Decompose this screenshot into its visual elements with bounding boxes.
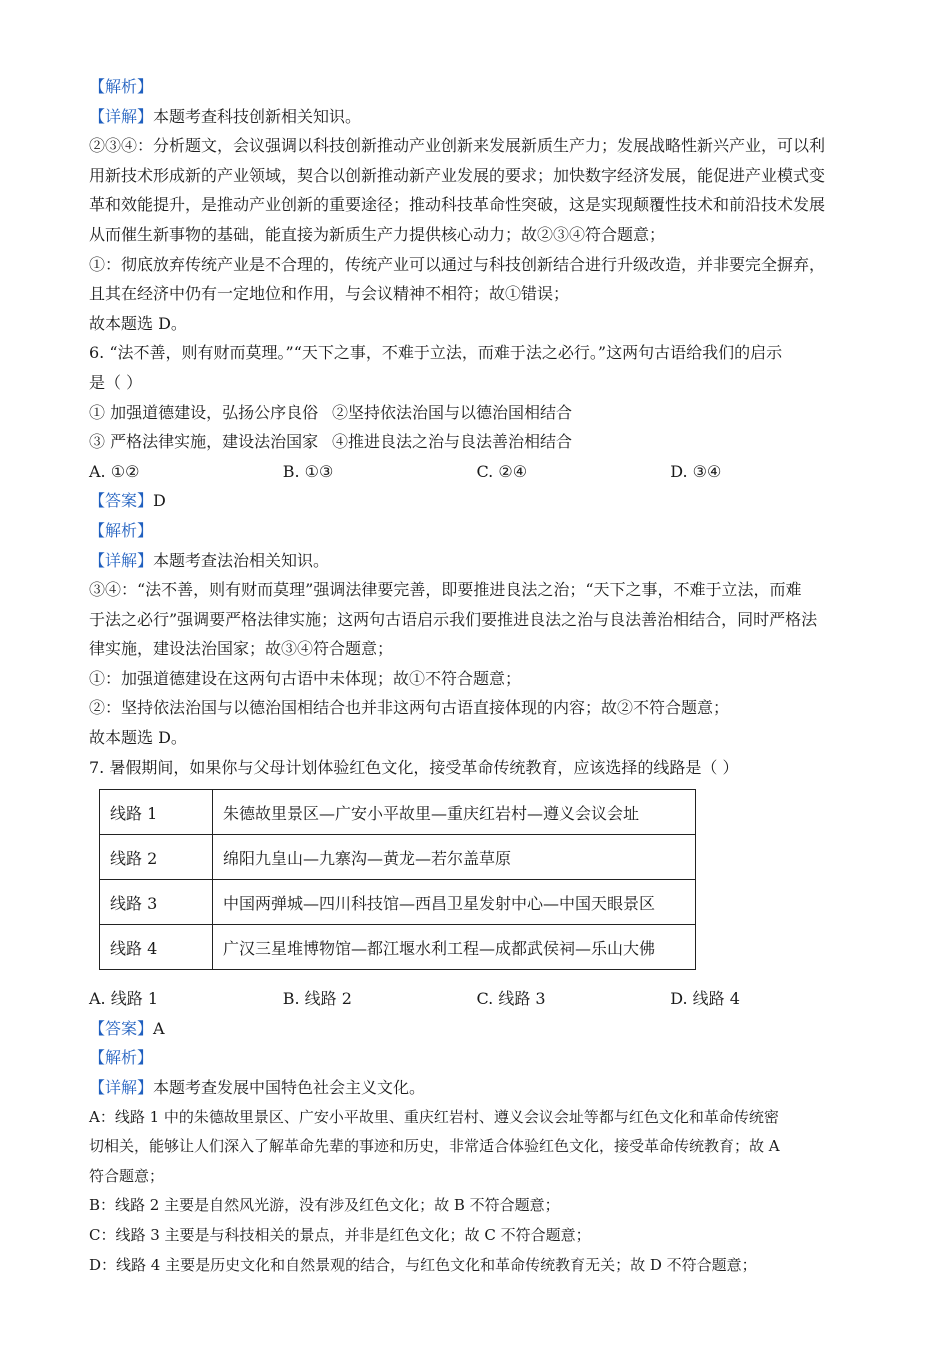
detail-line: 【详解】本题考查科技创新相关知识。 <box>89 106 362 126</box>
explanation-line: 用新技术形成新的产业领域，契合以创新推动新产业发展的要求；加快数字经济发展，能促进产业模式变 <box>89 165 826 185</box>
table-row: 线路 3 中国两弹城—四川科技馆—西昌卫星发射中心—中国天眼景区 <box>100 880 696 925</box>
options-row <box>89 984 864 1014</box>
question-stem: 7. 暑假期间，如果你与父母计划体验红色文化，接受革命传统教育，应该选择的线路是（ ） <box>89 757 739 777</box>
explanation-line: 且其在经济中仍有一定地位和作用，与会议精神不相符；故①错误； <box>89 284 570 304</box>
explanation-line: 于法之必行”强调要严格法律实施；这两句古语启示我们要推进良法之治与良法善治相结合，同时严格法 <box>89 609 818 629</box>
answer-line: 【答案】A <box>89 1018 165 1038</box>
explanation-line: ①：加强道德建设在这两句古语中未体现；故①不符合题意； <box>89 668 522 688</box>
table-row: 线路 2 绵阳九皇山—九寨沟—黄龙—若尔盖草原 <box>100 835 696 880</box>
explanation-line: B：线路 2 主要是自然风光游，没有涉及红色文化；故 B 不符合题意； <box>89 1196 560 1215</box>
table-row: 线路 1 朱德故里景区—广安小平故里—重庆红岩村—遵义会议会址 <box>100 790 696 835</box>
options-row <box>89 457 864 487</box>
statement-row: ① 加强道德建设，弘扬公序良俗 ②坚持依法治国与以德治国相结合 <box>89 402 573 422</box>
detail-line: 【详解】本题考查发展中国特色社会主义文化。 <box>89 1078 426 1098</box>
explanation-line: 革和效能提升，是推动产业创新的重要途径；推动科技革命性突破，这是实现颠覆性技术和前沿技术发展 <box>89 195 826 215</box>
conclusion-line: 故本题选 D。 <box>89 728 187 748</box>
answer-line: 【答案】D <box>89 491 166 511</box>
conclusion-line: 故本题选 D。 <box>89 313 187 333</box>
option-b: B. 线路 2 <box>282 989 352 1009</box>
analysis-tag: 【解析】 <box>89 77 154 96</box>
explanation-line: 切相关，能够让人们深入了解革命先辈的事迹和历史，非常适合体验红色文化，接受革命传统教育；故 A <box>89 1137 780 1156</box>
document-page <box>89 72 864 1280</box>
option-d: D. 线路 4 <box>670 989 740 1009</box>
routes-table <box>99 789 696 970</box>
explanation-line: D：线路 4 主要是历史文化和自然景观的结合，与红色文化和革命传统教育无关；故 D 不符合题意； <box>89 1255 757 1274</box>
explanation-line: ③④：“法不善，则有财而莫理”强调法律要完善，即要推进良法之治；“天下之事，不难于立法，而难 <box>89 580 802 600</box>
explanation-line: 符合题意； <box>89 1166 165 1185</box>
explanation-line: ②③④：分析题文，会议强调以科技创新推动产业创新来发展新质生产力；发展战略性新兴产业，可以利 <box>89 136 826 156</box>
explanation-line: ②：坚持依法治国与以德治国相结合也并非这两句古语直接体现的内容；故②不符合题意； <box>89 698 730 718</box>
explanation-line: A：线路 1 中的朱德故里景区、广安小平故里、重庆红岩村、遵义会议会址等都与红色文化和革命传统密 <box>89 1107 779 1126</box>
option-c: C. 线路 3 <box>476 989 546 1009</box>
option-a: A. ①② <box>89 461 140 481</box>
option-b: B. ①③ <box>282 461 334 481</box>
explanation-line: C：线路 3 主要是与科技相关的景点，并非是红色文化；故 C 不符合题意； <box>89 1226 591 1244</box>
question-stem: 6. “法不善，则有财而莫理。”“天下之事，不难于立法，而难于法之必行。”这两句古语给我们的启示 <box>89 343 783 363</box>
explanation-line: ①：彻底放弃传统产业是不合理的，传统产业可以通过与科技创新结合进行升级改造，并非要完全摒弃， <box>89 254 826 274</box>
explanation-line: 从而催生新事物的基础，能直接为新质生产力提供核心动力；故②③④符合题意； <box>89 224 666 244</box>
option-c: C. ②④ <box>476 461 528 481</box>
analysis-tag: 【解析】 <box>89 1048 154 1068</box>
analysis-tag: 【解析】 <box>89 520 154 540</box>
explanation-line: 律实施，建设法治国家；故③④符合题意； <box>89 639 394 659</box>
option-d: D. ③④ <box>670 461 722 481</box>
statement-row: ③ 严格法律实施，建设法治国家 ④推进良法之治与良法善治相结合 <box>89 432 573 452</box>
question-stem: 是（ ） <box>89 372 143 392</box>
table-row: 线路 4 广汉三星堆博物馆—都江堰水利工程—成都武侯祠—乐山大佛 <box>100 925 696 970</box>
detail-line: 【详解】本题考查法治相关知识。 <box>89 550 330 570</box>
option-a: A. 线路 1 <box>89 989 158 1009</box>
